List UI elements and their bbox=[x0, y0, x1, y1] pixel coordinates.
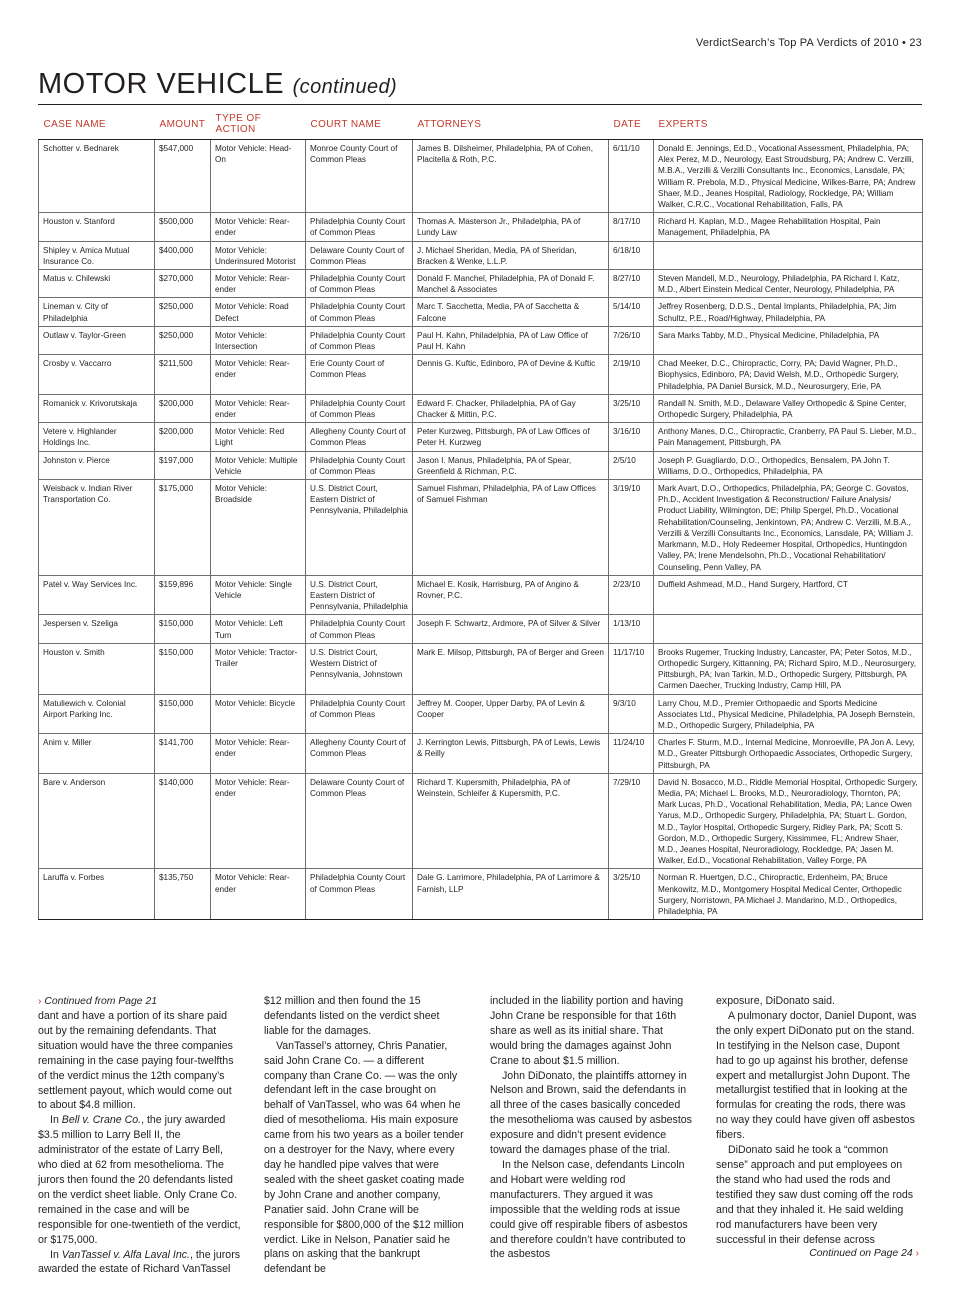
cell-court-name: Delaware County Court of Common Pleas bbox=[306, 241, 413, 269]
article-paragraph: dant and have a portion of its share paid out by the remaining defendants. That situation would have the three companies remaining in the case paying four-twelfths of the verdict minus the 12th company’s settlement payout, which would come out to about $4.8 million. bbox=[38, 1010, 234, 1112]
cell-date: 11/24/10 bbox=[609, 734, 654, 774]
section-title-main: MOTOR VEHICLE bbox=[38, 68, 285, 100]
article-paragraph bbox=[38, 1113, 241, 1247]
cell-attorneys: Thomas A. Masterson Jr., Philadelphia, PA of Lundy Law bbox=[413, 213, 609, 241]
cell-experts: Chad Meeker, D.C., Chiropractic, Corry, PA; David Wagner, Ph.D., Biophysics, Edinboro, PA; David Welsh, M.D., Orthopedic Surgery, Philadelphia, PA Daniel Bursick, M.D., Neurosurgery, Erie, PA bbox=[654, 355, 923, 395]
cell-court-name: U.S. District Court, Eastern District of Pennsylvania, Philadelphia bbox=[306, 480, 413, 576]
cell-experts: Jeffrey Rosenberg, D.D.S., Dental Implants, Philadelphia, PA; Jim Schultz, P.E., Road/Highway, Philadelphia, PA bbox=[654, 298, 923, 326]
cell-experts: Richard H. Kaplan, M.D., Magee Rehabilitation Hospital, Pain Management, Philadelphia, PA bbox=[654, 213, 923, 241]
cell-date: 6/11/10 bbox=[609, 140, 654, 213]
cell-experts bbox=[654, 241, 923, 269]
text-run: In bbox=[50, 1114, 62, 1127]
cell-type-of-action: Motor Vehicle: Bicycle bbox=[211, 694, 306, 734]
article-paragraph: exposure, DiDonato said. bbox=[716, 995, 835, 1007]
cell-type-of-action: Motor Vehicle: Head-On bbox=[211, 140, 306, 213]
cell-experts: Brooks Rugemer, Trucking Industry, Lancaster, PA; Peter Sotos, M.D., Orthopedic Surgery, Kittanning, PA; Richard Spiro, M.D., Neurosurgery, Pittsburgh, PA; Ivan Tarkin, M.D., Orthopedic Surgery, Pittsburgh, PA Carmen Daecher, Trucking Industry, Camp Hill, PA bbox=[654, 643, 923, 694]
cell-court-name: Philadelphia County Court of Common Pleas bbox=[306, 869, 413, 920]
article-paragraph: DiDonato said he took a “common sense” approach and put employees on the stand who had used the rods and testified they saw dust coming off the rods and that they inhaled it. He said welding rod manufacturers have been very successful in their defense across bbox=[716, 1144, 914, 1246]
cell-attorneys: Paul H. Kahn, Philadelphia, PA of Law Office of Paul H. Kahn bbox=[413, 326, 609, 354]
cell-attorneys: Dale G. Larrimore, Philadelphia, PA of Larrimore & Farnish, LLP bbox=[413, 869, 609, 920]
article-paragraph: included in the liability portion and having John Crane be responsible for that 16th share as well as its initial share. That would bring the damages against John Crane to about $1.5 million. bbox=[490, 995, 684, 1067]
text-run: In bbox=[50, 1248, 62, 1261]
cell-amount: $150,000 bbox=[155, 694, 211, 734]
cell-amount: $175,000 bbox=[155, 480, 211, 576]
table-row bbox=[39, 298, 923, 326]
cell-case-name: Lineman v. City of Philadelphia bbox=[39, 298, 155, 326]
cell-case-name: Houston v. Stanford bbox=[39, 213, 155, 241]
table-row bbox=[39, 423, 923, 451]
cell-experts: Sara Marks Tabby, M.D., Physical Medicine, Philadelphia, PA bbox=[654, 326, 923, 354]
cell-court-name: Philadelphia County Court of Common Pleas bbox=[306, 326, 413, 354]
continued-from-link[interactable]: Continued from Page 21 bbox=[44, 996, 157, 1007]
cell-date: 3/25/10 bbox=[609, 869, 654, 920]
jump-arrow-icon: › bbox=[38, 996, 42, 1007]
cell-experts: Mark Avart, D.O., Orthopedics, Philadelphia, PA; George C. Govatos, Ph.D., Accident Investigation & Reconstruction/ Failure Analysis/ Product Liability, Wilmington, DE; Philip Spergel, Ph.D., Vocational Rehabilitation/Counseling, Jenkintown, PA; Andrew C. Verzilli, M.B.A., Verzilli & Verzilli Consultants Inc., Economics, Lansdale, PA; William J. Markmann, M.D., Holy Redeemer Hospital, Orthopedics, Huntingdon Valley, PA; Irene Mendelsohn, Ph.D., Vocational Rehabilitation/ Counseling, Penn Valley, PA bbox=[654, 480, 923, 576]
article-column-1 bbox=[38, 994, 241, 1276]
cell-amount: $141,700 bbox=[155, 734, 211, 774]
cell-attorneys: Michael E. Kosik, Harrisburg, PA of Angino & Rovner, P.C. bbox=[413, 575, 609, 615]
table-row bbox=[39, 480, 923, 576]
cell-court-name: Philadelphia County Court of Common Pleas bbox=[306, 694, 413, 734]
cell-type-of-action: Motor Vehicle: Intersection bbox=[211, 326, 306, 354]
cell-court-name: Philadelphia County Court of Common Pleas bbox=[306, 213, 413, 241]
cell-attorneys: Marc T. Sacchetta, Media, PA of Sacchetta & Falcone bbox=[413, 298, 609, 326]
cell-experts: Donald E. Jennings, Ed.D., Vocational Assessment, Philadelphia, PA; Alex Perez, M.D., Neurology, East Stroudsburg, PA; Andrew C. Verzilli, M.B.A., Verzilli & Verzilli Consultants Inc., Economics, Lansdale, PA; William R. Prebola, M.D., Physical Medicine, Wilkes-Barre, PA; Andrew Shaer, M.D., Jeanes Hospital, Radiology, Rockledge, PA; William Walker, C.R.C., Vocational Rehabilitation, Falls, PA bbox=[654, 140, 923, 213]
cell-attorneys: Joseph F. Schwartz, Ardmore, PA of Silver & Silver bbox=[413, 615, 609, 643]
cell-type-of-action: Motor Vehicle: Red Light bbox=[211, 423, 306, 451]
column-header-type-of-action: TYPE OF ACTION bbox=[211, 110, 306, 140]
cell-date: 8/17/10 bbox=[609, 213, 654, 241]
cell-type-of-action: Motor Vehicle: Road Defect bbox=[211, 298, 306, 326]
cell-date: 9/3/10 bbox=[609, 694, 654, 734]
table-row bbox=[39, 575, 923, 615]
continued-to-link[interactable]: Continued on Page 24 bbox=[809, 1248, 913, 1260]
table-row bbox=[39, 326, 923, 354]
column-header-amount: AMOUNT bbox=[155, 110, 211, 140]
article-body bbox=[38, 994, 922, 1276]
cell-type-of-action: Motor Vehicle: Rear-ender bbox=[211, 773, 306, 869]
continued-to-note bbox=[716, 1247, 919, 1262]
cell-case-name: Vetere v. Highlander Holdings Inc. bbox=[39, 423, 155, 451]
cell-experts: Larry Chou, M.D., Premier Orthopaedic and Sports Medicine Associates Ltd., Physical Medicine, Philadelphia, PA Joseph Bernstein, M.D., Orthopedic Surgery, Philadelphia, PA bbox=[654, 694, 923, 734]
continued-from-note bbox=[38, 994, 241, 1009]
cell-date: 11/17/10 bbox=[609, 643, 654, 694]
verdict-table bbox=[38, 110, 923, 920]
cell-amount: $200,000 bbox=[155, 394, 211, 422]
title-rule bbox=[38, 104, 922, 105]
cell-court-name: Philadelphia County Court of Common Pleas bbox=[306, 270, 413, 298]
cell-type-of-action: Motor Vehicle: Rear-ender bbox=[211, 734, 306, 774]
cell-court-name: Philadelphia County Court of Common Pleas bbox=[306, 394, 413, 422]
cell-court-name: Philadelphia County Court of Common Pleas bbox=[306, 298, 413, 326]
case-name-emphasis: VanTassel v. Alfa Laval Inc. bbox=[61, 1248, 190, 1261]
column-header-experts: EXPERTS bbox=[654, 110, 923, 140]
cell-court-name: Allegheny County Court of Common Pleas bbox=[306, 423, 413, 451]
cell-date: 3/16/10 bbox=[609, 423, 654, 451]
cell-date: 2/23/10 bbox=[609, 575, 654, 615]
cell-case-name: Schotter v. Bednarek bbox=[39, 140, 155, 213]
article-paragraph: A pulmonary doctor, Daniel Dupont, was the only expert DiDonato put on the stand. In testifying in the Nelson case, Dupont had to go up against his brother, defense expert and metallurgist John Dupont. The metallurgist testified that in looking at the formulas for creating the rods, there was no way they could have given off asbestos fibers. bbox=[716, 1009, 917, 1142]
cell-type-of-action: Motor Vehicle: Multiple Vehicle bbox=[211, 451, 306, 479]
cell-attorneys: Dennis G. Kuftic, Edinboro, PA of Devine & Kuftic bbox=[413, 355, 609, 395]
cell-amount: $150,000 bbox=[155, 643, 211, 694]
article-column-4 bbox=[716, 994, 919, 1264]
cell-case-name: Anim v. Miller bbox=[39, 734, 155, 774]
table-row bbox=[39, 643, 923, 694]
cell-court-name: Delaware County Court of Common Pleas bbox=[306, 773, 413, 869]
cell-experts bbox=[654, 615, 923, 643]
cell-date: 3/19/10 bbox=[609, 480, 654, 576]
cell-amount: $135,750 bbox=[155, 869, 211, 920]
table-row bbox=[39, 140, 923, 213]
cell-experts: Duffield Ashmead, M.D., Hand Surgery, Hartford, CT bbox=[654, 575, 923, 615]
cell-amount: $270,000 bbox=[155, 270, 211, 298]
cell-type-of-action: Motor Vehicle: Rear-ender bbox=[211, 270, 306, 298]
table-body bbox=[39, 140, 923, 920]
cell-type-of-action: Motor Vehicle: Rear-ender bbox=[211, 213, 306, 241]
cell-attorneys: Jason I. Manus, Philadelphia, PA of Spear, Greenfield & Richman, P.C. bbox=[413, 451, 609, 479]
cell-amount: $547,000 bbox=[155, 140, 211, 213]
cell-experts: David N. Bosacco, M.D., Riddle Memorial Hospital, Orthopedic Surgery, Media, PA; Michael L. Brooks, M.D., Neuroradiology, Thornton, PA; Mark Lucas, Ph.D., Vocational Rehabilitation, Media, PA; Lance Owen Yarus, M.D., Orthopedic Surgery, Philadelphia, PA; Stuart L. Gordon, M.D., Taylor Hospital, Orthopedic Surgery, Ridley Park, PA; Scott S. Gordon, M.D., Orthopedic Surgery, Kissimmee, FL; Andrew Shaer, M.D., Jeanes Hospital, Neuroradiology, Rockledge, PA; Jasen M. Walker, Ed.D., Vocational Rehabilitation, Valley Forge, PA bbox=[654, 773, 923, 869]
cell-court-name: U.S. District Court, Eastern District of Pennsylvania, Philadelphia bbox=[306, 575, 413, 615]
column-header-case-name: CASE NAME bbox=[39, 110, 155, 140]
cell-case-name: Matuliewich v. Colonial Airport Parking Inc. bbox=[39, 694, 155, 734]
cell-attorneys: Mark E. Milsop, Pittsburgh, PA of Berger and Green bbox=[413, 643, 609, 694]
cell-date: 8/27/10 bbox=[609, 270, 654, 298]
cell-experts: Steven Mandell, M.D., Neurology, Philadelphia, PA Richard I. Katz, M.D., Albert Einstein Medical Center, Neurology, Philadelphia, PA bbox=[654, 270, 923, 298]
cell-court-name: Philadelphia County Court of Common Pleas bbox=[306, 615, 413, 643]
cell-attorneys: Donald F. Manchel, Philadelphia, PA of Donald F. Manchel & Associates bbox=[413, 270, 609, 298]
cell-date: 6/18/10 bbox=[609, 241, 654, 269]
cell-type-of-action: Motor Vehicle: Rear-ender bbox=[211, 869, 306, 920]
table-row bbox=[39, 615, 923, 643]
cell-attorneys: Richard T. Kupersmith, Philadelphia, PA of Weinstein, Schleifer & Kupersmith, P.C. bbox=[413, 773, 609, 869]
cell-experts: Charles F. Sturm, M.D., Internal Medicine, Monroeville, PA Jon A. Levy, M.D., Greater Pittsburgh Orthopaedic Associates, Orthopedic Surgery, Pittsburgh, PA bbox=[654, 734, 923, 774]
cell-attorneys: Jeffrey M. Cooper, Upper Darby, PA of Levin & Cooper bbox=[413, 694, 609, 734]
cell-attorneys: Edward F. Chacker, Philadelphia, PA of Gay Chacker & Mittin, P.C. bbox=[413, 394, 609, 422]
cell-amount: $200,000 bbox=[155, 423, 211, 451]
article-column-2 bbox=[264, 994, 467, 1276]
cell-date: 1/13/10 bbox=[609, 615, 654, 643]
column-header-attorneys: ATTORNEYS bbox=[413, 110, 609, 140]
cell-type-of-action: Motor Vehicle: Rear-ender bbox=[211, 394, 306, 422]
cell-type-of-action: Motor Vehicle: Broadside bbox=[211, 480, 306, 576]
cell-experts: Norman R. Huertgen, D.C., Chiropractic, Erdenheim, PA; Bruce Menkowitz, M.D., Montgomery Hospital Medical Center, Orthopedic Surgery, Norristown, PA Michael J. Mandarino, M.D., Orthopedics, Philadelphia, PA bbox=[654, 869, 923, 920]
cell-attorneys: Samuel Fishman, Philadelphia, PA of Law Offices of Samuel Fishman bbox=[413, 480, 609, 576]
cell-case-name: Houston v. Smith bbox=[39, 643, 155, 694]
table-row bbox=[39, 355, 923, 395]
cell-amount: $500,000 bbox=[155, 213, 211, 241]
cell-case-name: Crosby v. Vaccarro bbox=[39, 355, 155, 395]
cell-type-of-action: Motor Vehicle: Tractor-Trailer bbox=[211, 643, 306, 694]
cell-type-of-action: Motor Vehicle: Rear-ender bbox=[211, 355, 306, 395]
case-name-emphasis: Bell v. Crane Co. bbox=[61, 1114, 142, 1127]
table-row bbox=[39, 734, 923, 774]
article-paragraph: VanTassel’s attorney, Chris Panatier, said John Crane Co. — a different company than Crane Co. — was the only defendant left in the case brought on behalf of VanTassel, who was 64 when he died of mesothelioma. His main exposure came from his two years as a boiler tender on a destroyer for the Navy, where every day he handled pipe valves that were sealed with the sheet gasket coating made by John Crane and another company, Panatier said. John Crane will be responsible for $800,000 of the $12 million verdict. Like in Nelson, Panatier said he plans on asking that the bankrupt defendant be bbox=[264, 1039, 465, 1276]
text-run: , the jury awarded $3.5 million to Larry Bell II, the administrator of the estate of Larry Bell, who died at 62 from mesothelioma. The jurors then found the 20 defendants listed on the verdict sheet liable. Only Crane Co. remained in the case and will be responsible for one-twentieth of the verdict, or $175,000. bbox=[38, 1114, 241, 1246]
section-title-suffix: (continued) bbox=[292, 76, 398, 98]
article-paragraph: $12 million and then found the 15 defendants listed on the verdict sheet liable for the damages. bbox=[264, 995, 440, 1037]
cell-experts: Anthony Manes, D.C., Chiropractic, Cranberry, PA Paul S. Lieber, M.D., Pain Management, Pittsburgh, PA bbox=[654, 423, 923, 451]
table-row bbox=[39, 270, 923, 298]
cell-amount: $250,000 bbox=[155, 298, 211, 326]
table-row bbox=[39, 241, 923, 269]
cell-court-name: U.S. District Court, Western District of Pennsylvania, Johnstown bbox=[306, 643, 413, 694]
jump-arrow-icon: › bbox=[915, 1248, 919, 1260]
cell-case-name: Jespersen v. Szeliga bbox=[39, 615, 155, 643]
article-paragraph: In the Nelson case, defendants Lincoln and Hobart were welding rod manufacturers. They argued it was impossible that the welding rods at issue could give off respirable fibers of asbestos and therefore couldn’t have contributed to the asbestos bbox=[490, 1158, 688, 1261]
cell-case-name: Patel v. Way Services Inc. bbox=[39, 575, 155, 615]
cell-attorneys: Peter Kurzweg, Pittsburgh, PA of Law Offices of Peter H. Kurzweg bbox=[413, 423, 609, 451]
article-column-3 bbox=[490, 994, 693, 1264]
cell-date: 3/25/10 bbox=[609, 394, 654, 422]
cell-amount: $159,896 bbox=[155, 575, 211, 615]
table-row bbox=[39, 213, 923, 241]
table-row bbox=[39, 773, 923, 869]
table-row bbox=[39, 394, 923, 422]
cell-case-name: Weisback v. Indian River Transportation Co. bbox=[39, 480, 155, 576]
cell-experts: Randall N. Smith, M.D., Delaware Valley Orthopedic & Spine Center, Orthopedic Surgery, Philadelphia, PA bbox=[654, 394, 923, 422]
cell-date: 7/29/10 bbox=[609, 773, 654, 869]
cell-amount: $250,000 bbox=[155, 326, 211, 354]
table-header-row bbox=[39, 110, 923, 140]
cell-court-name: Monroe County Court of Common Pleas bbox=[306, 140, 413, 213]
cell-amount: $140,000 bbox=[155, 773, 211, 869]
article-paragraph bbox=[38, 1248, 241, 1278]
cell-date: 2/19/10 bbox=[609, 355, 654, 395]
cell-case-name: Shipley v. Amica Mutual Insurance Co. bbox=[39, 241, 155, 269]
cell-case-name: Outlaw v. Taylor-Green bbox=[39, 326, 155, 354]
cell-date: 2/5/10 bbox=[609, 451, 654, 479]
cell-attorneys: J. Michael Sheridan, Media, PA of Sheridan, Bracken & Wenke, L.L.P. bbox=[413, 241, 609, 269]
cell-court-name: Philadelphia County Court of Common Pleas bbox=[306, 451, 413, 479]
cell-type-of-action: Motor Vehicle: Single Vehicle bbox=[211, 575, 306, 615]
cell-case-name: Johnston v. Pierce bbox=[39, 451, 155, 479]
cell-case-name: Romanick v. Krivorutskaja bbox=[39, 394, 155, 422]
cell-type-of-action: Motor Vehicle: Left Turn bbox=[211, 615, 306, 643]
cell-amount: $211,500 bbox=[155, 355, 211, 395]
cell-amount: $400,000 bbox=[155, 241, 211, 269]
running-head: VerdictSearch’s Top PA Verdicts of 2010 • 23 bbox=[695, 37, 922, 49]
cell-amount: $197,000 bbox=[155, 451, 211, 479]
column-header-court-name: COURT NAME bbox=[306, 110, 413, 140]
text-run: , the jurors awarded the estate of Richard VanTassel bbox=[38, 1248, 241, 1276]
cell-case-name: Laruffa v. Forbes bbox=[39, 869, 155, 920]
article-paragraph: John DiDonato, the plaintiffs attorney in Nelson and Brown, said the defendants in all three of the cases basically conceded the mesothelioma was caused by asbestos exposure and didn’t present evidence toward the damages phase of the trial. bbox=[490, 1069, 692, 1157]
cell-experts: Joseph P. Guagliardo, D.O., Orthopedics, Bensalem, PA John T. Williams, D.O., Orthopedics, Philadelphia, PA bbox=[654, 451, 923, 479]
cell-case-name: Bare v. Anderson bbox=[39, 773, 155, 869]
cell-type-of-action: Motor Vehicle: Underinsured Motorist bbox=[211, 241, 306, 269]
cell-court-name: Allegheny County Court of Common Pleas bbox=[306, 734, 413, 774]
table-row bbox=[39, 869, 923, 920]
table-row bbox=[39, 451, 923, 479]
column-header-date: DATE bbox=[609, 110, 654, 140]
cell-case-name: Matus v. Chilewski bbox=[39, 270, 155, 298]
cell-date: 5/14/10 bbox=[609, 298, 654, 326]
cell-attorneys: James B. Dilsheimer, Philadelphia, PA of Cohen, Placitella & Roth, P.C. bbox=[413, 140, 609, 213]
cell-amount: $150,000 bbox=[155, 615, 211, 643]
table-row bbox=[39, 694, 923, 734]
section-title bbox=[38, 70, 397, 99]
cell-attorneys: J. Kerrington Lewis, Pittsburgh, PA of Lewis, Lewis & Reilly bbox=[413, 734, 609, 774]
cell-court-name: Erie County Court of Common Pleas bbox=[306, 355, 413, 395]
cell-date: 7/26/10 bbox=[609, 326, 654, 354]
